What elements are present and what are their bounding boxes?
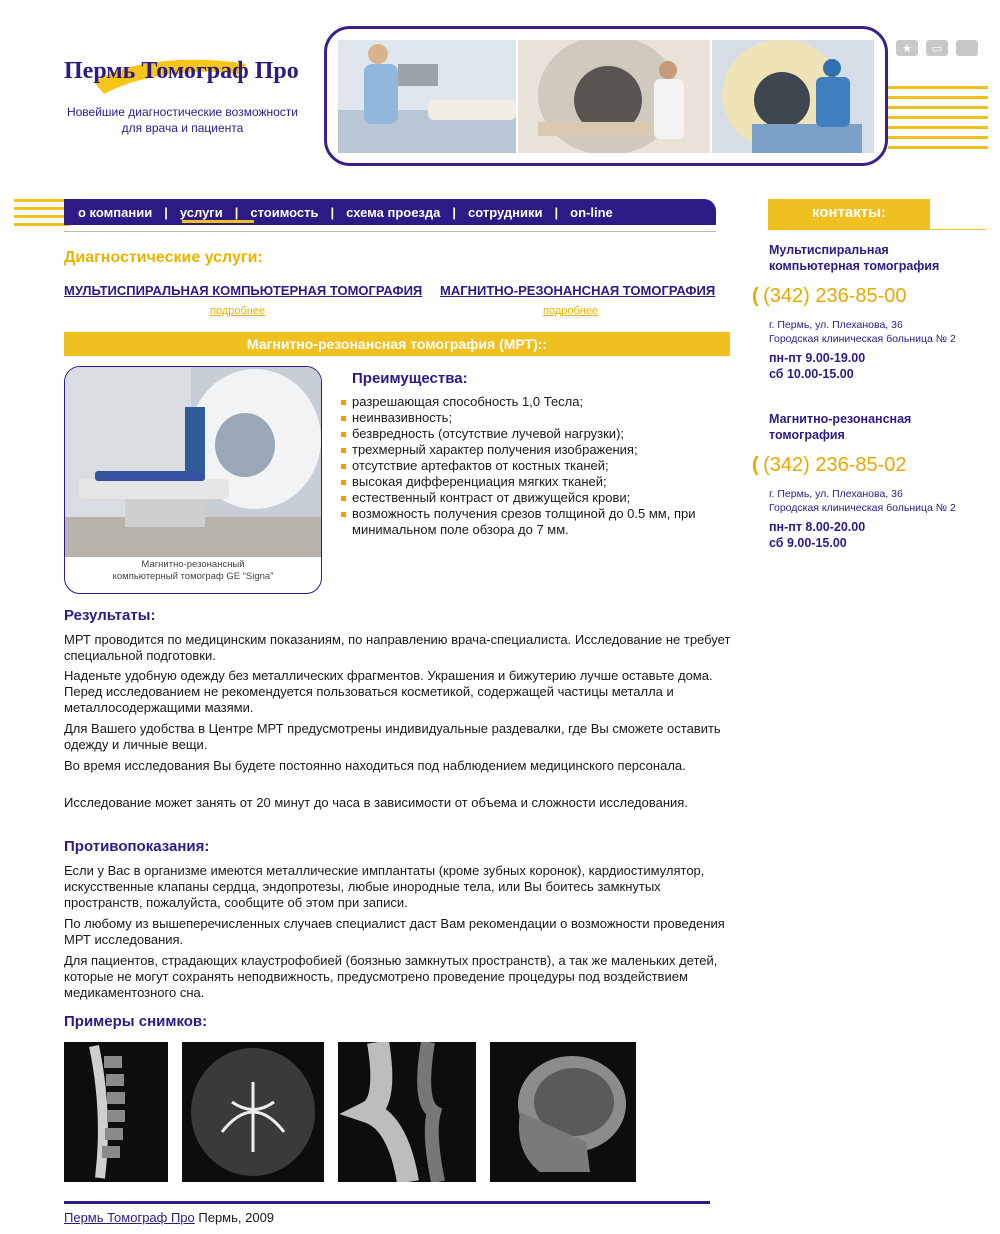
photo-caption [65,559,321,583]
banner-stripes [888,86,988,156]
contraindications-paragraph: По любому из вышеперечисленных случаев специалист даст Вам рекомендации о возможности проведения МРТ исследования. [64,916,725,947]
contraindications-heading: Противопоказания: [64,838,210,855]
contacts-heading: контакты: [768,199,930,229]
results-paragraph: Исследование может занять от 20 минут до часа в зависимости от объема и сложности исследования. [64,795,688,810]
caption-line: компьютерный томограф GE “Signa” [112,571,274,582]
service-link-ct[interactable]: МУЛЬТИСПИРАЛЬНАЯ КОМПЬЮТЕРНАЯ ТОМОГРАФИЯ [64,283,423,298]
star-icon[interactable]: ★ [896,40,918,56]
nav-item-prices[interactable]: стоимость [250,204,319,220]
list-item: возможность получения срезов толщиной до 0.5 мм, при минимальном поле обзора до 7 мм. [340,506,732,538]
phone-icon: ( [752,285,759,307]
contact-address-ct [769,318,956,346]
caption-line: Магнитно-резонансный [141,559,245,570]
mri-section-header: Магнитно-резонансная томография (МРТ):: [64,332,730,356]
tagline-line-2: для врача и пациента [121,121,244,135]
contact-hours-mri [769,519,865,551]
nav-separator: | [234,204,239,220]
nav-divider [64,231,716,232]
mail-icon[interactable]: ▭ [926,40,948,56]
nav-item-about[interactable]: о компании [78,204,153,220]
hours-line: пн-пт 8.00-20.00 [769,520,866,534]
results-paragraph: Для Вашего удобства в Центре МРТ предусмотрены индивидуальные раздевалки, где Вы сможете оставить одежду и личные вещи. [64,721,721,752]
advantages-list [340,394,732,538]
contact-phone-ct[interactable] [752,285,907,308]
hours-line: сб 9.00-15.00 [769,536,847,550]
examples-heading: Примеры снимков: [64,1013,208,1030]
nav-stripes [14,199,70,231]
more-link-ct[interactable]: подробнее [210,305,266,317]
phone-number[interactable]: (342) 236-85-00 [763,285,907,307]
results-paragraph: МРТ проводится по медицинским показаниям, по направлению врача-специалиста. Исследование не требует специальной подготовки. [64,632,731,663]
address-line: г. Пермь, ул. Плеханова, 36 [769,488,903,500]
contact-title: томография [769,428,845,442]
scan-image-angio[interactable] [182,1042,324,1182]
nav-item-staff[interactable]: сотрудники [468,204,543,220]
banner-photo-mri [712,40,874,153]
more-link-mri[interactable]: подробнее [543,305,599,317]
list-item: естественный контраст от движущейся крови; [340,490,732,506]
contact-address-mri [769,487,956,515]
contraindications-paragraph: Если у Вас в организме имеются металлические имплантаты (кроме зубных коронок), кардиостимулятор, искусственные клапаны сердца, эндопротезы, любые инородные тела, или Вы боитесь замкнутых пространств, пожалуйста, сообщите об этом при записи. [64,863,705,910]
address-line: Городская клиническая больница № 2 [769,333,956,345]
list-item: неинвазивность; [340,410,732,426]
tagline [50,104,315,136]
service-link-mri[interactable]: МАГНИТНО-РЕЗОНАНСНАЯ ТОМОГРАФИЯ [440,283,716,298]
list-item: высокая дифференциация мягких тканей; [340,474,732,490]
results-heading: Результаты: [64,607,156,624]
list-item: трехмерный характер получения изображения; [340,442,732,458]
scan-image-spine[interactable] [64,1042,168,1182]
nav-separator: | [452,204,457,220]
contact-phone-mri[interactable] [752,454,907,477]
contraindications-paragraph: Для пациентов, страдающих клаустрофобией (боязнью замкнутых пространств), а так же маленьких детей, которые не могут сохранять неподвижность, предусмотрено проведение процедуры под воздействием медикаментозного сна. [64,953,718,1000]
footer [64,1210,274,1225]
banner-photo-nurse [338,40,516,153]
scan-image-head[interactable] [490,1042,636,1182]
contact-title: Мультиспиральная [769,243,889,257]
contact-title: компьютерная томография [769,259,940,273]
nav-separator: | [554,204,559,220]
footer-home-link[interactable]: Пермь Томограф Про [64,1210,195,1225]
nav-item-online[interactable]: on-line [570,204,613,220]
footer-text: Пермь, 2009 [194,1210,275,1225]
nav-separator: | [330,204,335,220]
scanner-photo [65,367,322,557]
contact-block-ct [769,242,989,274]
tagline-line-1: Новейшие диагностические возможности [66,105,299,119]
hours-line: пн-пт 9.00-19.00 [769,351,866,365]
contact-block-mri [769,411,989,443]
scan-image-knee[interactable] [338,1042,476,1182]
results-paragraph: Во время исследования Вы будете постоянно находиться под наблюдением медицинского персонала. [64,758,686,773]
site-logo[interactable]: Пермь Томограф Про [64,58,299,84]
banner-photo-ct [518,40,710,153]
list-item: безвредность (отсутствие лучевой нагрузки); [340,426,732,442]
main-nav [64,199,716,225]
phone-number[interactable]: (342) 236-85-02 [763,454,907,476]
footer-divider [64,1201,710,1204]
nav-item-directions[interactable]: схема проезда [346,204,441,220]
contact-hours-ct [769,350,865,382]
results-paragraph: Наденьте удобную одежду без металлических фрагментов. Украшения и бижутерию лучше оставьте дома. Перед исследованием не рекомендуется пользоваться косметикой, содержащей частицы металла и металлосодержащими мазями. [64,668,713,715]
nav-separator: | [164,204,168,220]
list-item: отсутствие артефактов от костных тканей; [340,458,732,474]
list-item: разрешающая способность 1,0 Тесла; [340,394,732,410]
address-line: Городская клиническая больница № 2 [769,502,956,514]
scanner-photo-card [64,366,322,594]
address-line: г. Пермь, ул. Плеханова, 36 [769,319,903,331]
nav-item-services[interactable]: услуги [179,204,223,220]
hours-line: сб 10.00-15.00 [769,367,854,381]
page-title: Диагностические услуги: [64,249,263,266]
contact-title: Магнитно-резонансная [769,412,912,426]
phone-icon: ( [752,454,759,476]
advantages-heading: Преимущества: [352,370,468,387]
print-icon[interactable] [956,40,978,56]
contacts-divider [768,229,986,230]
nav-active-indicator [182,220,254,223]
